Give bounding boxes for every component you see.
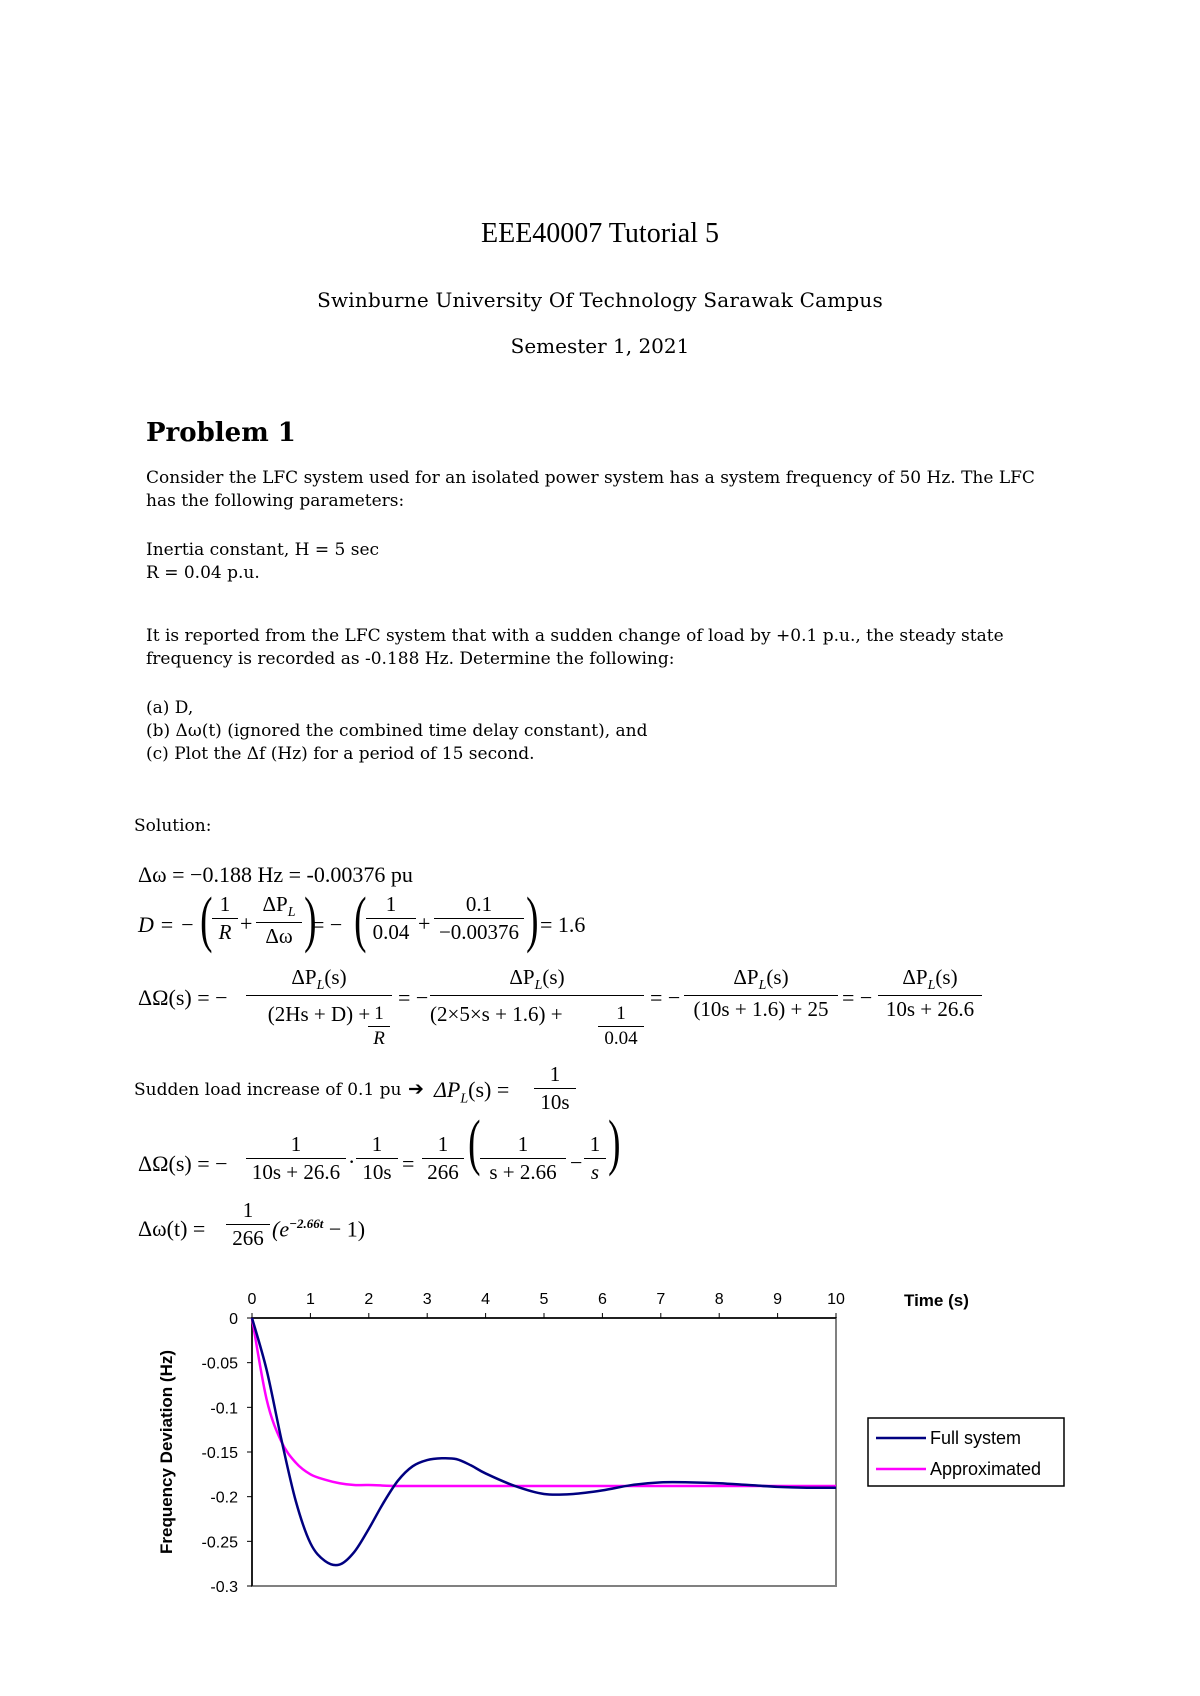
intro-line-1: Consider the LFC system used for an isolated power system has a system frequency of 50 Hz. The LFC [146,468,1035,488]
x-tick-label: 10 [827,1291,845,1308]
problem-tasks [146,697,648,766]
x-tick-label: 5 [539,1291,549,1308]
eq2-paren-close-1: ) [304,886,317,954]
eq2-frac-3: $\frac{1}{0.04}$ [366,892,416,945]
eq6-body: $(e^{-2.66t} - 1)$ [272,1216,366,1242]
x-tick-label: 1 [305,1291,315,1308]
x-tick-label: 0 [247,1291,257,1308]
eq2-paren-open-2: ( [354,886,367,954]
x-axis-label: Time (s) [904,1291,969,1310]
eq2-plus-1: + [240,911,253,936]
eq2-frac-1: $\frac{1}{R}$ [212,892,238,945]
task-a: (a) D, [146,698,194,718]
y-tick-label: -0.3 [210,1579,238,1596]
eq5-frac-4: $\frac{1}{s + 2.66}$ [480,1132,566,1185]
eq3-frac-1-inner: $\frac{1}{R}$ [368,1003,390,1050]
eq2-paren-close-2: ) [526,886,539,954]
equation-delta-omega: Δω = −0.188 Hz = -0.00376 pu [138,862,413,887]
eq3-frac-1: $\Delta P_L(s)$ (2Hs + D) + [246,965,392,1027]
eq3-frac-4: $\Delta P_L(s)$ 10s + 26.6 [878,965,982,1022]
eq2-frac-2: $\Delta P_L$ Δω [256,892,302,949]
y-tick-label: -0.25 [201,1534,238,1552]
x-axis-ticks [248,1291,845,1318]
param-inertia: Inertia constant, H = 5 sec [146,540,380,560]
y-axis-label: Frequency Deviation (Hz) [157,1349,176,1555]
eq2-frac-4: $\frac{0.1}{-0.00376}$ [434,892,524,945]
problem-report [146,625,1004,671]
arrow-icon: ➔ [408,1078,424,1100]
eq5-frac-2: $\frac{1}{10s}$ [356,1132,398,1185]
eq3-eq-2: = − [650,985,681,1010]
y-tick-label: -0.05 [201,1355,238,1373]
report-line-2: frequency is recorded as -0.188 Hz. Determine the following: [146,649,675,669]
eq5-frac-1: $\frac{1}{10s + 26.6}$ [246,1132,346,1185]
plot-area [252,1318,836,1586]
problem-intro [146,467,1035,513]
eq3-frac-2-inner: $\frac{1}{0.04}$ [598,1003,644,1050]
legend-label-full-system: Full system [930,1428,1022,1448]
task-c: (c) Plot the Δf (Hz) for a period of 15 second. [146,744,535,764]
y-tick-label: 0 [229,1311,238,1328]
legend [868,1418,1064,1486]
eq2-plus-2: + [418,911,431,936]
y-tick-label: -0.2 [210,1489,238,1507]
eq3-eq-1: = − [398,985,429,1010]
frequency-deviation-chart [150,1280,1080,1600]
eq3-frac-3: $\Delta P_L(s)$ (10s + 1.6) + 25 [684,965,838,1022]
eq6-lhs: Δω(t) = [138,1216,206,1241]
y-tick-label: -0.1 [210,1400,238,1418]
eq5-paren-open: ( [468,1109,481,1177]
document-title: EEE40007 Tutorial 5 [480,218,719,249]
x-tick-label: 6 [597,1291,607,1308]
eq2-mid: = − [312,912,343,937]
eq2-paren-open-1: ( [200,886,213,954]
y-axis-ticks [202,1311,252,1596]
eq5-lhs: ΔΩ(s) = − [138,1151,228,1176]
eq2-result: = 1.6 [540,912,586,937]
report-line-1: It is reported from the LFC system that with a sudden change of load by +0.1 p.u., the steady state [146,626,1004,646]
semester-label: Semester 1, 2021 [510,334,690,358]
problem-parameters [146,539,379,585]
x-tick-label: 2 [364,1291,374,1308]
eq5-dot: · [348,1149,356,1174]
y-tick-label: -0.15 [201,1445,238,1462]
eq5-eq: = [402,1151,415,1176]
param-r: R = 0.04 p.u. [146,563,260,583]
problem-heading: Problem 1 [146,418,296,448]
eq3-lhs: ΔΩ(s) = − [138,985,228,1010]
x-tick-label: 7 [656,1291,666,1308]
eq5-frac-3: $\frac{1}{266}$ [422,1132,464,1185]
x-tick-label: 4 [481,1291,491,1308]
eq5-minus: − [570,1150,583,1175]
x-tick-label: 3 [422,1291,432,1308]
institution-name: Swinburne University Of Technology Sarawak Campus [317,288,883,312]
x-tick-label: 8 [714,1291,724,1308]
eq3-eq-3: = − [842,985,873,1010]
load-lhs: $\Delta P_L(s)$ = [434,1077,510,1107]
solution-label: Solution: [134,816,212,836]
eq5-paren-close: ) [608,1109,621,1177]
legend-label-approximated: Approximated [930,1459,1042,1479]
load-frac: $\frac{1}{10s}$ [534,1062,576,1115]
eq5-frac-5: $\frac{1}{s}$ [584,1132,606,1185]
eq2-lhs: D = − [138,912,195,937]
eq6-frac: $\frac{1}{266}$ [226,1198,270,1251]
load-text: Sudden load increase of 0.1 pu [134,1080,402,1100]
x-tick-label: 9 [773,1291,783,1308]
intro-line-2: has the following parameters: [146,491,405,511]
task-b: (b) Δω(t) (ignored the combined time delay constant), and [146,721,648,741]
eq3-frac-2: $\Delta P_L(s)$ (2×5×s + 1.6) + [430,965,644,1027]
